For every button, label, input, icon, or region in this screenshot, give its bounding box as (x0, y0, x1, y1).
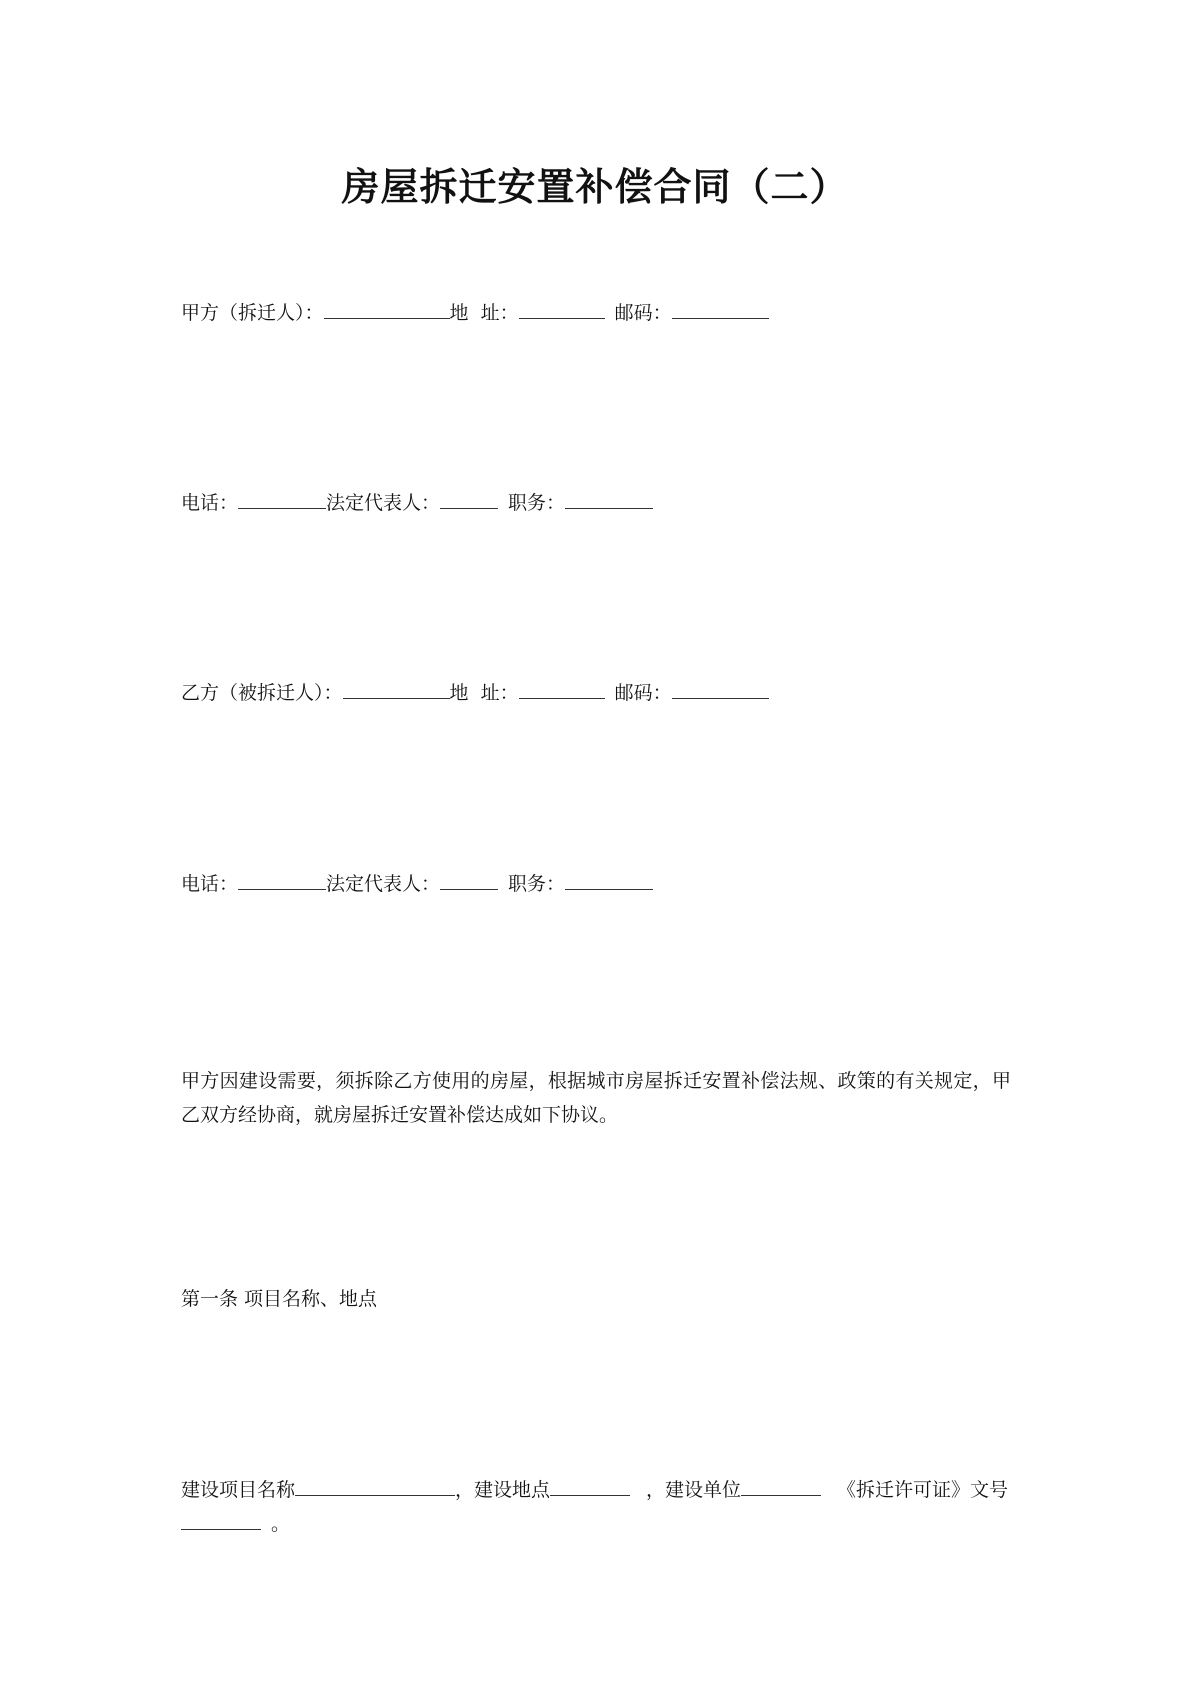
project-name-label: 建设项目名称 (181, 1479, 296, 1501)
party-b-phone-field[interactable] (238, 869, 326, 890)
party-a-phone-label: 电话： (181, 492, 239, 514)
party-a-postcode-field[interactable] (672, 298, 769, 319)
document-title: 房屋拆迁安置补偿合同（二） (341, 164, 849, 209)
party-a-contact-line (181, 487, 653, 519)
party-a-name-field[interactable] (324, 298, 450, 319)
party-a-postcode-label: 邮码： (614, 302, 672, 324)
party-b-position-field[interactable] (565, 869, 653, 890)
party-b-contact-line (181, 868, 653, 900)
party-a-position-field[interactable] (565, 488, 653, 509)
preamble-paragraph: 甲方因建设需要，须拆除乙方使用的房屋，根据城市房屋拆迁安置补偿法规、政策的有关规定，甲乙双方经协商，就房屋拆迁安置补偿达成如下协议。 (181, 1070, 1011, 1126)
party-a-label: 甲方（拆迁人）： (181, 302, 324, 324)
article-1-heading: 第一条 项目名称、地点 (181, 1288, 378, 1310)
party-b-legal-rep-field[interactable] (440, 869, 498, 890)
party-a-legal-rep-field[interactable] (440, 488, 498, 509)
party-b-postcode-field[interactable] (672, 678, 769, 699)
project-name-field[interactable] (295, 1475, 455, 1496)
party-b-address-label: 地 址： (449, 682, 519, 704)
construction-unit-field[interactable] (741, 1475, 821, 1496)
party-b-name-field[interactable] (343, 678, 450, 699)
article-1-body (181, 1473, 1011, 1541)
party-a-address-field[interactable] (519, 298, 605, 319)
party-b-postcode-label: 邮码： (614, 682, 672, 704)
article-1-end: 。 (271, 1513, 291, 1535)
party-a-legal-rep-label: 法定代表人： (326, 492, 441, 514)
permit-number-field[interactable] (181, 1509, 261, 1530)
party-b-legal-rep-label: 法定代表人： (326, 873, 441, 895)
party-b-position-label: 职务： (508, 873, 566, 895)
construction-site-label: ，建设地点 (455, 1479, 551, 1501)
construction-site-field[interactable] (550, 1475, 630, 1496)
permit-number-label: 《拆迁许可证》文号 (837, 1479, 1009, 1501)
party-b-label: 乙方（被拆迁人）： (181, 682, 343, 704)
party-a-info-line (181, 297, 769, 329)
party-a-position-label: 职务： (508, 492, 566, 514)
party-a-address-label: 地 址： (449, 302, 519, 324)
party-b-info-line (181, 677, 769, 709)
party-a-phone-field[interactable] (238, 488, 326, 509)
party-b-phone-label: 电话： (181, 873, 239, 895)
construction-unit-label: ，建设单位 (646, 1479, 742, 1501)
party-b-address-field[interactable] (519, 678, 605, 699)
